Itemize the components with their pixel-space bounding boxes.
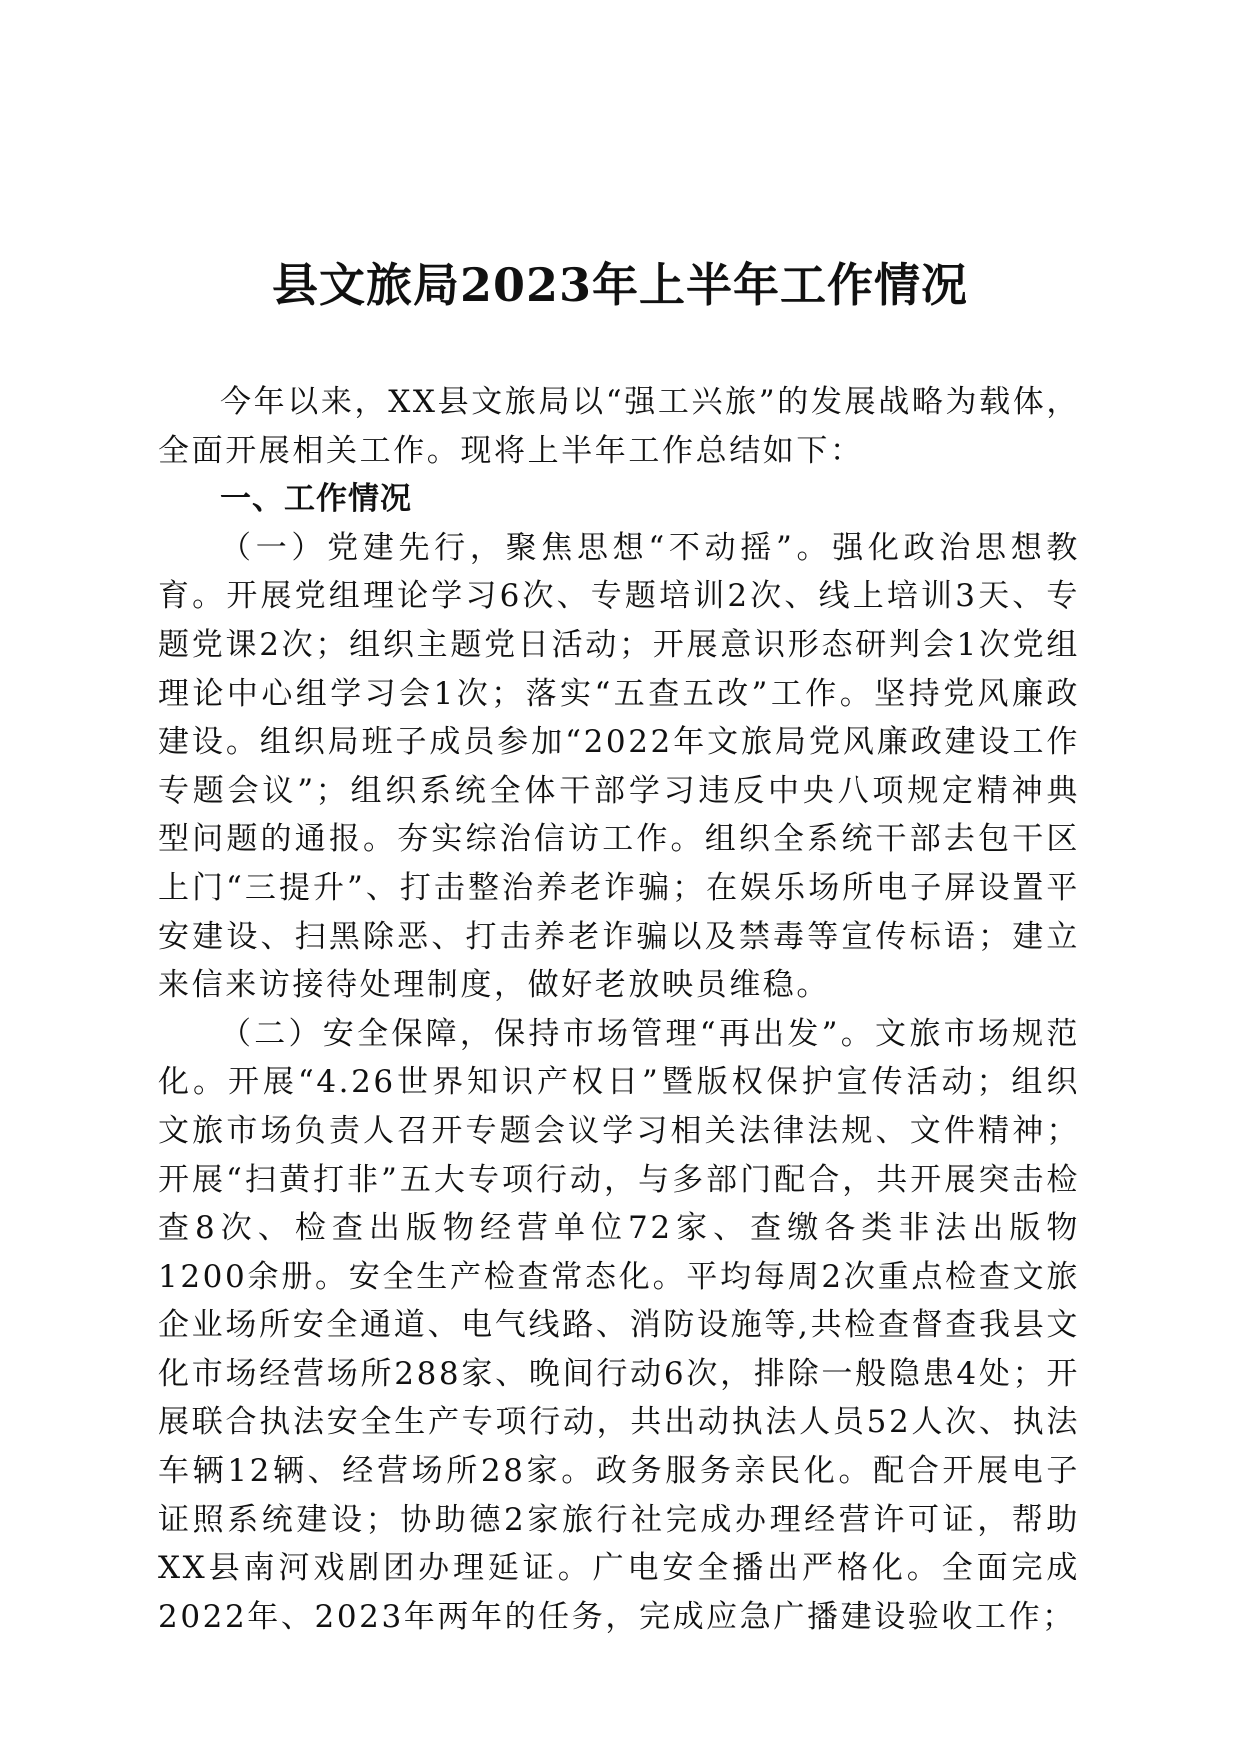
document-title: 县文旅局2023年上半年工作情况 — [271, 258, 969, 312]
paragraph-party-building: （一）党建先行，聚焦思想“不动摇”。强化政治思想教育。开展党组理论学习6次、专题培训2次、线上培训3天、专题党课2次；组织主题党日活动；开展意识形态研判会1次党组理论中心组学习会1次；落实“五查五改”工作。坚持党风廉政建设。组织局班子成员参加“2022年文旅局党风廉政建设工作专题会议”；组织系统全体干部学习违反中央八项规定精神典型问题的通报。夯实综治信访工作。组织全系统干部去包干区上门“三提升”、打击整治养老诈骗；在娱乐场所电子屏设置平安建设、扫黑除恶、打击养老诈骗以及禁毒等宣传标语；建立来信来访接待处理制度，做好老放映员维稳。 — [158, 529, 1080, 1004]
intro-paragraph: 今年以来，XX县文旅局以“强工兴旅”的发展战略为载体，全面开展相关工作。现将上半年工作总结如下： — [158, 384, 1080, 469]
section-heading-work-status: 一、工作情况 — [220, 481, 412, 518]
document-body — [158, 378, 1080, 1641]
paragraph-safety-guarantee: （二）安全保障，保持市场管理“再出发”。文旅市场规范化。开展“4.26世界知识产权日”暨版权保护宣传活动；组织文旅市场负责人召开专题会议学习相关法律法规、文件精神；开展“扫黄打非”五大专项行动，与多部门配合，共开展突击检查8次、检查出版物经营单位72家、查缴各类非法出版物1200余册。安全生产检查常态化。平均每周2次重点检查文旅企业场所安全通道、电气线路、消防设施等,共检查督查我县文化市场经营场所288家、晚间行动6次，排除一般隐患4处；开展联合执法安全生产专项行动，共出动执法人员52人次、执法车辆12辆、经营场所28家。政务服务亲民化。配合开展电子证照系统建设；协助德2家旅行社完成办理经营许可证，帮助XX县南河戏剧团办理延证。广电安全播出严格化。全面完成2022年、2023年两年的任务，完成应急广播建设验收工作； — [158, 1015, 1080, 1635]
